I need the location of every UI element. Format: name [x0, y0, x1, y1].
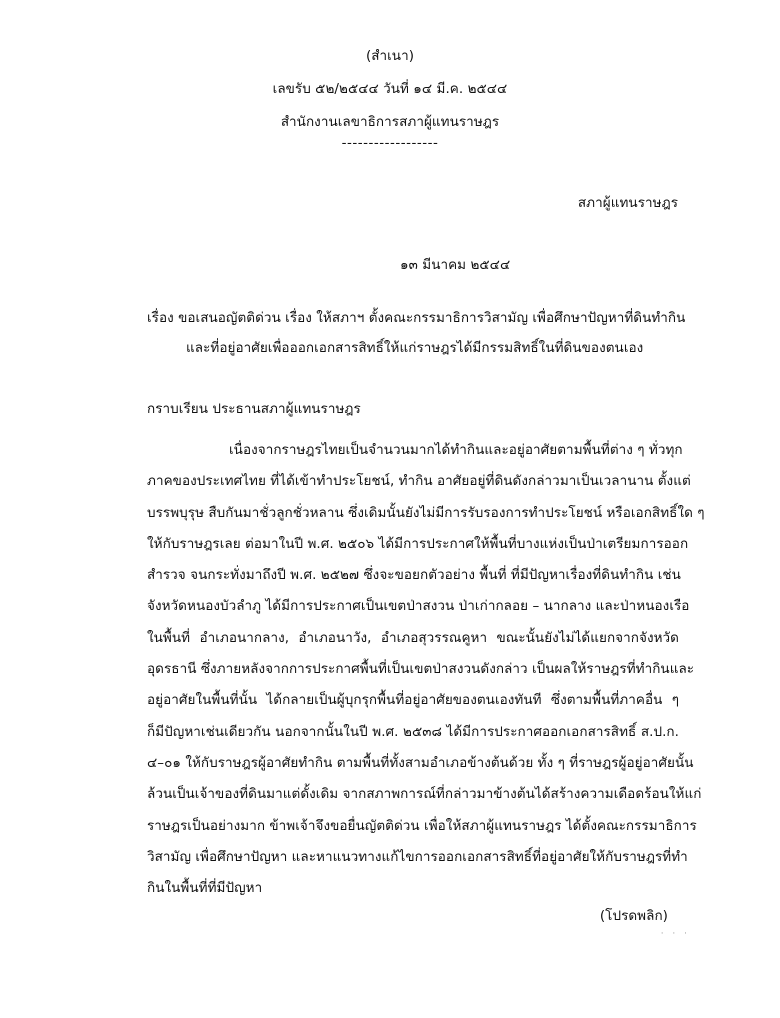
letter-date: ๑๓ มีนาคม ๒๕๔๔: [400, 257, 511, 273]
body-line: จังหวัดหนองบัวลำภู ได้มีการประกาศเป็นเขตป่าสงวน ป่าเก่ากลอย – นากลาง และป่าหนองเรือ: [147, 598, 690, 615]
scan-speckle: · · ·: [660, 929, 690, 939]
body-line: สำรวจ จนกระทั่งมาถึงปี พ.ศ. ๒๕๒๗ ซึ่งจะขอยกตัวอย่าง พื้นที่ ที่มีปัญหาเรื่องที่ดินทำกิน เช่น: [147, 567, 681, 584]
body-line: วิสามัญ เพื่อศึกษาปัญหา และหาแนวทางแก้ไขการออกเอกสารสิทธิ์ที่อยู่อาศัยให้กับราษฎรที่ทำ: [147, 848, 688, 865]
recipient-organization: สภาผู้แทนราษฎร: [577, 195, 678, 211]
body-line: ๔–๐๑ ให้กับราษฎรผู้อาศัยทำกิน ตามพื้นที่ทั้งสามอำเภอข้างต้นด้วย ทั้ง ๆ ที่ราษฎรผู้อยู่อาศัยนั้น: [147, 754, 694, 771]
copy-label: (สำเนา): [365, 48, 415, 64]
receiving-office: สำนักงานเลขาธิการสภาผู้แทนราษฎร: [280, 114, 500, 130]
subject-line-1: เรื่อง ขอเสนอญัตติด่วน เรื่อง ให้สภาฯ ตั้งคณะกรรมาธิการวิสามัญ เพื่อศึกษาปัญหาที่ดินทำกิน: [147, 310, 686, 326]
body-line: ราษฎรเป็นอย่างมาก ข้าพเจ้าจึงขอยื่นญัตติด่วน เพื่อให้สภาผู้แทนราษฎร ได้ตั้งคณะกรรมาธิการ: [147, 817, 697, 834]
body-line: ภาคของประเทศไทย ที่ได้เข้าทำประโยชน์, ทำกิน อาศัยอยู่ที่ดินดังกล่าวมาเป็นเวลานาน ตั้งแต่: [147, 473, 691, 490]
body-line: อยู่อาศัยในพื้นที่นั้น ได้กลายเป็นผู้บุกรุกพื้นที่อยู่อาศัยของตนเองทันที ซึ่งตามพื้นที่ภาคอื่น ๆ: [147, 692, 679, 709]
body-line: บรรพบุรุษ สืบกันมาชั่วลูกชั่วหลาน ซึ่งเดิมนั้นยังไม่มีการรับรองการทำประโยชน์ หรือเอกสิทธิ์ใด ๆ: [147, 504, 705, 521]
body-line: อุดรธานี ซึ่งภายหลังจากการประกาศพื้นที่เป็นเขตป่าสงวนดังกล่าว เป็นผลให้ราษฎรที่ทำกินและ: [147, 661, 695, 678]
body-line: เนื่องจากราษฎรไทยเป็นจำนวนมากได้ทำกินและอยู่อาศัยตามพื้นที่ต่าง ๆ ทั่วทุก: [229, 442, 683, 458]
receipt-number-line: เลขรับ ๕๒/๒๕๔๔ วันที่ ๑๔ มี.ค. ๒๕๔๔: [272, 81, 508, 97]
body-line: ให้กับราษฎรเลย ต่อมาในปี พ.ศ. ๒๕๐๖ ได้มีการประกาศให้พื้นที่บางแห่งเป็นป่าเตรียมการออก: [147, 535, 689, 552]
turn-page-note: (โปรดพลิก): [599, 908, 668, 924]
body-line: ล้วนเป็นเจ้าของที่ดินมาแต่ดั้งเดิม จากสภาพการณ์ที่กล่าวมาข้างต้นได้สร้างความเดือดร้อนให้แก่: [147, 786, 702, 803]
header-divider: ------------------: [341, 135, 439, 151]
body-line: กินในพื้นที่ที่มีปัญหา: [147, 880, 263, 897]
subject-line-2: และที่อยู่อาศัยเพื่อออกเอกสารสิทธิ์ให้แก่ราษฎรได้มีกรรมสิทธิ์ในที่ดินของตนเอง: [186, 340, 644, 356]
body-line: ในพื้นที่ อำเภอนากลาง, อำเภอนาวัง, อำเภอสุวรรณคูหา ขณะนั้นยังไม่ได้แยกจากจังหวัด: [147, 629, 679, 646]
body-paragraph: [147, 435, 705, 904]
body-line: ก็มีปัญหาเช่นเดียวกัน นอกจากนั้นในปี พ.ศ. ๒๕๓๘ ได้มีการประกาศออกเอกสารสิทธิ์ ส.ป.ก.: [147, 723, 679, 740]
salutation: กราบเรียน ประธานสภาผู้แทนราษฎร: [147, 401, 361, 417]
